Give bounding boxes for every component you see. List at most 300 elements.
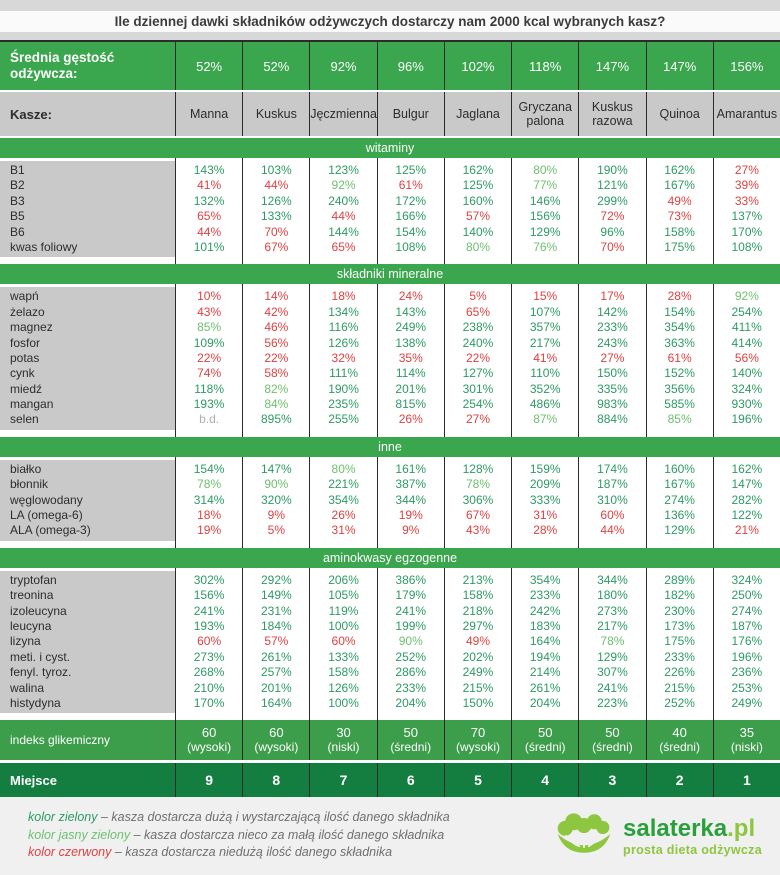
nutrient-label: mangan [10,397,54,412]
value-cell: 150% [462,695,494,710]
glycemic-number: 60 [269,724,284,740]
value-cell: 273% [597,603,628,618]
value-cell: 213% [462,572,494,587]
value-cell: 250% [731,588,763,603]
label-block [0,161,175,257]
value-column [310,158,377,264]
value-cell: 108% [395,239,427,254]
column-header: Quinoa [647,92,714,136]
density-row [0,40,780,90]
glycemic-number: 50 [605,724,620,740]
value-cell: 196% [731,649,763,664]
value-cell: 160% [462,193,494,208]
value-cell: 118% [194,381,225,396]
value-cell: 233% [597,320,628,335]
value-cell: 44% [197,224,222,239]
nutrient-label: cynk [10,366,35,381]
value-cell: 72% [600,209,625,224]
section-body [0,158,780,264]
value-cell: 146% [529,193,561,208]
value-cell: 111% [329,366,358,381]
value-block [714,287,780,430]
value-cell: 187% [597,477,628,492]
value-cell: 261% [260,649,292,664]
value-column [176,284,243,437]
column-header: Jaglana [445,92,512,136]
value-cell: 218% [462,603,494,618]
value-cell: 170% [193,695,225,710]
value-cell: 292% [260,572,292,587]
value-cell: 127% [462,366,494,381]
value-cell: 9% [267,508,285,523]
value-cell: 121% [597,178,628,193]
legend-term: kolor czerwony [28,845,112,860]
nutrient-label: B5 [10,209,25,224]
logo-text [623,814,762,857]
column-header: Gryczana palona [512,92,579,136]
value-cell: 152% [664,366,695,381]
value-block [579,287,645,430]
value-cell: 273% [193,649,225,664]
value-block [310,460,376,541]
glycemic-level: (wysoki) [187,740,232,755]
value-cell: 15% [533,289,558,304]
value-cell: 57% [264,634,289,649]
value-cell: 202% [462,649,494,664]
value-cell: 299% [597,193,628,208]
value-cell: 226% [664,665,695,680]
value-column [243,568,310,721]
section-body [0,284,780,437]
density-value: 118% [512,42,579,90]
value-column [176,457,243,548]
nutrient-label: histydyna [10,695,61,710]
label-column [0,284,176,437]
value-cell: 143% [193,163,225,177]
nutrient-label: leucyna [10,618,52,633]
value-cell: 179% [395,588,427,603]
value-cell: 28% [667,289,692,304]
value-cell: 31% [331,523,356,538]
rank-label: Miejsce [0,763,176,797]
nutrient-label: treonina [10,588,54,603]
value-cell: 90% [264,477,289,492]
value-cell: 110% [530,366,561,381]
value-cell: 105% [328,588,359,603]
nutrient-label: B6 [10,224,25,239]
value-cell: 585% [664,397,695,412]
value-cell: 249% [462,665,494,680]
nutrient-label: B1 [10,163,25,177]
value-cell: 140% [731,366,763,381]
title-band [0,0,780,40]
value-cell: 22% [264,350,289,365]
value-cell: 217% [529,335,561,350]
value-column [378,158,445,264]
value-cell: 214% [529,665,561,680]
value-cell: 56% [734,350,759,365]
value-cell: 101% [193,239,225,254]
glycemic-value [176,720,243,760]
value-cell: 166% [395,209,427,224]
value-cell: 242% [529,603,561,618]
rank-value: 7 [310,763,377,797]
density-value: 147% [579,42,646,90]
value-column [512,284,579,437]
value-cell: 253% [731,680,763,695]
value-cell: 133% [328,649,359,664]
value-column [512,457,579,548]
value-cell: 268% [193,665,225,680]
density-value: 156% [730,58,764,74]
section-header: składniki mineralne [0,264,780,284]
value-cell: 119% [328,603,359,618]
salaterka-logo[interactable] [553,811,762,862]
label-block [0,287,175,430]
value-cell: 252% [664,695,695,710]
value-cell: 125% [395,163,427,177]
value-block [243,571,309,714]
nutrient-label: węglowodany [10,492,83,507]
value-cell: 85% [197,320,222,335]
value-cell: 41% [533,350,558,365]
value-block [647,460,713,541]
value-cell: 31% [533,508,558,523]
value-cell: 414% [731,335,763,350]
value-column [445,284,512,437]
density-value: 102% [445,42,512,90]
value-column [579,457,646,548]
nutrient-label: lizyna [10,634,41,649]
value-cell: 170% [731,224,763,239]
value-column [378,568,445,721]
leaf-bowl-icon [553,811,615,862]
label-column [0,158,176,264]
value-cell: 209% [529,477,561,492]
value-cell: 70% [600,239,625,254]
value-cell: 175% [664,634,695,649]
logo-tagline: prosta dieta odżywcza [623,842,762,857]
value-cell: 160% [664,461,695,476]
value-cell: 884% [597,412,628,427]
value-cell: 333% [529,492,561,507]
density-value: 147% [647,42,714,90]
rank-value: 4 [512,763,579,797]
column-header: Jęczmienna [310,92,377,136]
nutrient-label: błonnik [10,477,49,492]
value-cell: 261% [529,680,561,695]
value-cell: 158% [328,665,359,680]
glycemic-value [310,720,377,760]
value-cell: 57% [465,209,490,224]
value-cell: 254% [462,397,494,412]
value-cell: 78% [465,477,490,492]
title-strip [0,11,780,32]
value-block [579,460,645,541]
value-cell: 136% [664,508,695,523]
value-cell: 27% [600,350,625,365]
value-block [310,161,376,257]
value-cell: 167% [664,178,695,193]
value-cell: 67% [465,508,490,523]
value-cell: 164% [260,695,292,710]
glycemic-value [445,720,512,760]
value-block [647,161,713,257]
value-cell: 92% [331,178,356,193]
value-cell: 286% [395,665,427,680]
value-column [378,457,445,548]
value-block [714,161,780,257]
glycemic-level: (wysoki) [254,740,299,755]
value-cell: 103% [260,163,292,177]
value-block [378,161,444,257]
value-cell: 344% [395,492,427,507]
section-body [0,457,780,548]
value-block [176,460,242,541]
density-value: 52% [176,42,243,90]
value-cell: 356% [664,381,695,396]
value-cell: 174% [597,461,628,476]
nutrient-label: walina [10,680,45,695]
nutrient-label: fosfor [10,335,41,350]
value-cell: 302% [193,572,225,587]
value-cell: 176% [731,634,763,649]
rank-value: 1 [742,772,751,789]
value-column [579,158,646,264]
nutrient-label: tryptofan [10,572,57,587]
value-cell: 28% [533,523,558,538]
glycemic-number: 60 [201,724,217,740]
value-cell: 60% [331,634,356,649]
value-cell: 43% [465,523,490,538]
value-block [445,571,511,714]
value-column [647,457,714,548]
value-cell: 85% [667,412,692,427]
value-cell: 301% [462,381,494,396]
value-cell: 65% [465,304,490,319]
label-block [0,460,175,541]
value-column [378,284,445,437]
logo-name-main: salaterka [623,814,728,842]
value-cell: 27% [465,412,490,427]
value-cell: 249% [731,695,763,710]
value-cell: 147% [731,477,763,492]
value-cell: 236% [731,665,763,680]
value-cell: 10% [197,289,222,304]
value-cell: 132% [193,193,225,208]
value-cell: 5% [267,523,285,538]
value-cell: 129% [664,523,695,538]
value-cell: 107% [529,304,561,319]
value-cell: 82% [264,381,289,396]
value-block [378,571,444,714]
value-cell: 184% [260,618,292,633]
value-cell: 252% [395,649,427,664]
value-cell: 133% [260,209,292,224]
value-cell: 33% [734,193,759,208]
glycemic-level: (wysoki) [455,740,500,755]
column-header: Manna [176,92,243,136]
value-column [512,158,579,264]
value-cell: 156% [193,588,225,603]
value-cell: 109% [193,335,225,350]
value-cell: 144% [328,224,359,239]
value-column [647,158,714,264]
rank-value: 9 [176,763,243,797]
value-column [714,457,780,548]
value-cell: 56% [264,335,289,350]
value-cell: 930% [731,397,763,412]
value-cell: 354% [328,492,359,507]
glycemic-number: 70 [470,724,486,740]
value-cell: 26% [398,412,423,427]
value-cell: 167% [664,477,695,492]
value-cell: 60% [197,634,222,649]
value-cell: 35% [398,350,423,365]
groats-row [0,92,780,136]
value-cell: 297% [462,618,494,633]
legend-description: – kasza dostarcza niedużą ilość danego składnika [114,845,393,860]
value-block [445,460,511,541]
value-cell: 241% [597,680,628,695]
value-cell: 158% [462,588,494,603]
value-cell: 74% [197,366,222,381]
value-cell: 257% [260,665,292,680]
value-cell: 233% [529,588,561,603]
value-cell: 21% [734,523,759,538]
legend-term: kolor jasny zielony [28,827,131,842]
value-cell: 61% [398,178,423,193]
value-cell: 335% [597,381,628,396]
glycemic-number: 30 [336,724,351,740]
value-column [243,284,310,437]
value-cell: 190% [328,381,359,396]
value-block [378,287,444,430]
value-cell: 19% [398,508,423,523]
value-cell: 194% [529,649,561,664]
value-cell: 129% [529,224,561,239]
glycemic-level: (średni) [524,740,566,755]
glycemic-level: (średni) [592,740,633,755]
value-column [310,568,377,721]
value-column [310,457,377,548]
value-cell: 87% [533,412,558,427]
column-header: Bulgur [378,92,445,136]
value-block [512,287,578,430]
value-cell: 310% [597,492,628,507]
value-cell: 90% [398,634,423,649]
value-cell: 5% [469,289,487,304]
glycemic-level: (średni) [390,740,432,755]
glycemic-label: indeks glikemiczny [0,720,176,760]
value-cell: 357% [529,320,561,335]
glycemic-number: 35 [739,724,755,740]
glycemic-value [512,720,579,760]
value-cell: 173% [664,618,695,633]
section-header: aminokwasy egzogenne [0,548,780,568]
value-cell: 175% [664,239,695,254]
glycemic-level: (niski) [327,740,360,755]
value-cell: 387% [395,477,427,492]
nutrient-label: miedź [10,381,43,396]
value-cell: 42% [264,304,289,319]
value-cell: 172% [395,193,427,208]
value-cell: 65% [197,209,222,224]
value-cell: 58% [264,366,289,381]
value-block [579,161,645,257]
value-column [714,158,780,264]
value-cell: 324% [731,572,763,587]
value-block [176,571,242,714]
nutrient-label: kwas foliowy [10,239,78,254]
value-column [176,158,243,264]
rank-value: 3 [579,763,646,797]
value-column [579,568,646,721]
value-cell: 815% [395,397,427,412]
value-cell: 352% [529,381,561,396]
value-cell: 320% [260,492,292,507]
value-cell: 363% [664,335,695,350]
value-block [243,460,309,541]
value-cell: 122% [731,508,763,523]
value-cell: 344% [597,572,628,587]
value-block [579,571,645,714]
value-cell: b.d. [199,412,220,427]
value-cell: 183% [529,618,561,633]
value-cell: 235% [328,397,359,412]
value-cell: 201% [260,680,292,695]
value-block [445,161,511,257]
logo-name [623,814,762,842]
rank-value: 8 [243,763,310,797]
value-cell: 114% [395,366,426,381]
value-cell: 126% [260,193,292,208]
value-cell: 354% [664,320,695,335]
glycemic-value [243,720,310,760]
value-cell: 161% [395,461,427,476]
value-cell: 154% [664,304,695,319]
value-cell: 162% [664,163,695,177]
value-cell: 44% [600,523,625,538]
glycemic-level: (niski) [730,740,763,755]
value-block [714,571,780,714]
value-cell: 43% [197,304,222,319]
value-cell: 116% [328,320,359,335]
density-value: 96% [378,42,445,90]
value-cell: 80% [533,163,558,177]
value-cell: 67% [264,239,289,254]
value-cell: 18% [331,289,356,304]
value-cell: 41% [197,178,222,193]
value-cell: 78% [600,634,625,649]
value-cell: 26% [331,508,356,523]
glycemic-number: 50 [537,724,553,740]
value-cell: 204% [395,695,427,710]
value-cell: 142% [597,304,628,319]
value-cell: 126% [328,335,359,350]
value-cell: 238% [462,320,494,335]
nutrient-label: B3 [10,193,25,208]
nutrient-label: magnez [10,320,53,335]
value-cell: 156% [529,209,561,224]
value-cell: 314% [193,492,225,507]
value-cell: 150% [597,366,628,381]
value-cell: 162% [731,461,763,476]
value-column [647,284,714,437]
density-label: Średnia gęstość odżywcza: [0,42,176,90]
value-block [714,460,780,541]
value-cell: 22% [197,350,222,365]
